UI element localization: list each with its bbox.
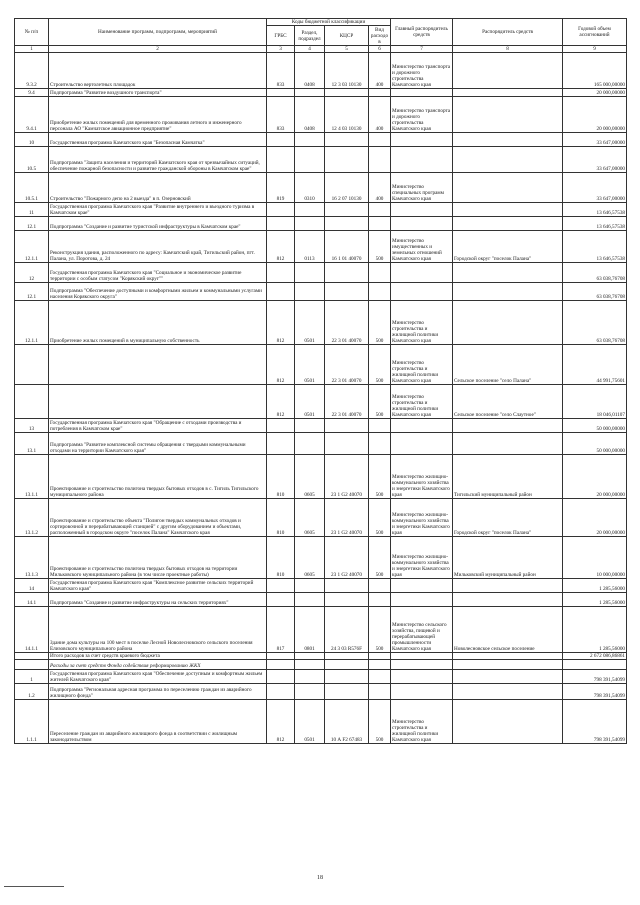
- row-razdel: [295, 684, 325, 700]
- table-body: [15, 53, 627, 744]
- row-number: [15, 653, 49, 660]
- row-recipient: [453, 133, 563, 147]
- header-index: 2: [49, 46, 267, 53]
- row-razdel: 0113: [295, 231, 325, 263]
- row-grbs: [267, 660, 295, 670]
- row-vid: [369, 660, 391, 670]
- row-name: Подпрограмма "Обеспечение доступными и комфортными жильем и коммунальными услугами населения Корякского округа": [49, 283, 267, 301]
- row-razdel: 0605: [295, 455, 325, 499]
- row-grbs: [267, 133, 295, 147]
- row-razdel: [295, 147, 325, 173]
- row-vid: [369, 653, 391, 660]
- row-grbs: 810: [267, 537, 295, 579]
- row-number: 13.1.2: [15, 499, 49, 537]
- row-amount: 165 000,00000: [563, 53, 627, 89]
- row-razdel: 0801: [295, 607, 325, 653]
- row-name: [49, 385, 267, 419]
- row-razdel: [295, 670, 325, 684]
- row-recipient: [453, 579, 563, 593]
- row-number: 13.1.3: [15, 537, 49, 579]
- row-number: 13.1: [15, 433, 49, 455]
- row-name: Приобретение жилых помещений в муниципальную собственность: [49, 301, 267, 345]
- row-number: 10.5.1: [15, 173, 49, 203]
- row-vid: [369, 684, 391, 700]
- row-recipient: [453, 419, 563, 433]
- row-amount: 50 000,00000: [563, 419, 627, 433]
- row-number: [15, 660, 49, 670]
- row-main-manager: Министерство строительства и жилищной политики Камчатского края: [391, 301, 453, 345]
- row-name: Проектирование и строительство полигона твердых бытовых отходов в с. Тигиль Тигильского муниципального района: [49, 455, 267, 499]
- row-amount: 20 000,00000: [563, 499, 627, 537]
- row-recipient: [453, 684, 563, 700]
- row-main-manager: [391, 419, 453, 433]
- row-number: 1.2: [15, 684, 49, 700]
- header-index: 4: [295, 46, 325, 53]
- row-recipient: [453, 263, 563, 283]
- row-vid: [369, 283, 391, 301]
- row-name: Государственная программа Камчатского края "Социальное и экономическое развитие территории с особым статусом "Корякский округ"": [49, 263, 267, 283]
- row-grbs: [267, 433, 295, 455]
- table-row: [15, 684, 627, 700]
- row-vid: 500: [369, 455, 391, 499]
- table-row: [15, 203, 627, 217]
- row-recipient: Сельское поселение "село Слаутное": [453, 385, 563, 419]
- row-name: Проектирование и строительство объекта "Полигон твердых коммунальных отходов и сортировочной и перерабатывающей станцией" с другим оборудованием и объектами, расположенный в городском округе "поселок Палана" Камчатского края: [49, 499, 267, 537]
- row-amount: 13 646,57538: [563, 217, 627, 231]
- row-name: Приобретение жилых помещений для временного проживания летного и инженерного персонала АО "Камчатское авиационное предприятие": [49, 97, 267, 133]
- row-grbs: 812: [267, 301, 295, 345]
- row-name: Здание дома культуры на 100 мест в поселке Лесной Новолесновского сельского поселения Елизовского муниципального района: [49, 607, 267, 653]
- row-number: 12.1: [15, 283, 49, 301]
- row-name: Строительство "Пожарного депо на 2 выезда" в п. Озерновский: [49, 173, 267, 203]
- row-ksr: [325, 89, 369, 97]
- row-main-manager: [391, 684, 453, 700]
- row-grbs: 810: [267, 499, 295, 537]
- table-row: [15, 231, 627, 263]
- row-grbs: 833: [267, 53, 295, 89]
- table-row: [15, 147, 627, 173]
- row-name: Реконструкция здания, расположенного по адресу: Камчатский край, Тигильский район, пгт. Палана, ул. Поротова, д. 24: [49, 231, 267, 263]
- row-number: 13: [15, 419, 49, 433]
- row-number: 14.1: [15, 593, 49, 607]
- row-amount: 10 000,00000: [563, 537, 627, 579]
- row-ksr: 22 3 01 40070: [325, 345, 369, 385]
- table-row: [15, 455, 627, 499]
- row-name: Проектирование и строительство полигона твердых бытовых отходов на территории Мильковского муниципального района (в том числе проектные работы): [49, 537, 267, 579]
- header-main: Главный распорядитель средств: [391, 19, 453, 46]
- row-vid: 500: [369, 385, 391, 419]
- row-ksr: [325, 217, 369, 231]
- row-grbs: [267, 263, 295, 283]
- page-number: 18: [317, 875, 323, 881]
- row-amount: 2 672 086,86861: [563, 653, 627, 660]
- row-amount: 33 647,00000: [563, 133, 627, 147]
- row-number: 1.1.1: [15, 700, 49, 744]
- row-number: 12.1: [15, 217, 49, 231]
- row-razdel: 0605: [295, 499, 325, 537]
- row-number: 12.1.1: [15, 231, 49, 263]
- row-razdel: [295, 89, 325, 97]
- row-main-manager: [391, 133, 453, 147]
- row-amount: 798 391,54099: [563, 670, 627, 684]
- table-row: [15, 301, 627, 345]
- row-razdel: 0605: [295, 537, 325, 579]
- row-ksr: [325, 684, 369, 700]
- row-main-manager: [391, 593, 453, 607]
- row-main-manager: Министерство транспорта и дорожного строительства Камчатского края: [391, 53, 453, 89]
- row-amount: 1 285,56000: [563, 593, 627, 607]
- row-vid: [369, 263, 391, 283]
- row-razdel: 0501: [295, 301, 325, 345]
- row-number: 10.5: [15, 147, 49, 173]
- table-row: [15, 653, 627, 660]
- row-grbs: 812: [267, 385, 295, 419]
- row-recipient: Городской округ "поселок Палана": [453, 499, 563, 537]
- row-amount: 1 285,56000: [563, 579, 627, 593]
- row-name: Государственная программа Камчатского края "Обеспечение доступным и комфортным жильем жителей Камчатского края": [49, 670, 267, 684]
- row-amount: 13 646,57538: [563, 203, 627, 217]
- row-name: Подпрограмма "Развитие воздушного транспорта": [49, 89, 267, 97]
- row-ksr: 23 1 G2 40070: [325, 499, 369, 537]
- table-row: [15, 499, 627, 537]
- row-razdel: 0501: [295, 700, 325, 744]
- row-main-manager: [391, 653, 453, 660]
- table-row: [15, 607, 627, 653]
- row-razdel: 0310: [295, 173, 325, 203]
- row-razdel: [295, 579, 325, 593]
- row-amount: 33 647,00000: [563, 147, 627, 173]
- row-recipient: [453, 670, 563, 684]
- row-main-manager: Министерство жилищно-коммунального хозяйства и энергетики Камчатского края: [391, 537, 453, 579]
- row-ksr: 22 3 01 40070: [325, 385, 369, 419]
- row-number: [15, 345, 49, 385]
- row-amount: 13 646,57538: [563, 231, 627, 263]
- table-row: [15, 433, 627, 455]
- row-number: 9.4: [15, 89, 49, 97]
- footer-rule: [4, 886, 64, 887]
- row-razdel: [295, 203, 325, 217]
- row-ksr: [325, 593, 369, 607]
- row-main-manager: [391, 433, 453, 455]
- row-grbs: 812: [267, 345, 295, 385]
- row-grbs: 810: [267, 455, 295, 499]
- row-name: Подпрограмма "Создание и развитие инфраструктуры на сельских территориях": [49, 593, 267, 607]
- header-grbs: ГРБС: [267, 26, 295, 46]
- table-row: [15, 700, 627, 744]
- row-amount: 63 038,76708: [563, 301, 627, 345]
- row-amount: [563, 660, 627, 670]
- row-grbs: [267, 419, 295, 433]
- row-name: Переселение граждан из аварийного жилищного фонда в соответствии с жилищным законодательством: [49, 700, 267, 744]
- row-recipient: Сельское поселение "село Палана": [453, 345, 563, 385]
- row-ksr: 23 1 G2 40070: [325, 455, 369, 499]
- row-vid: [369, 217, 391, 231]
- row-vid: 500: [369, 700, 391, 744]
- table-header: [15, 19, 627, 53]
- row-recipient: Тигильский муниципальный район: [453, 455, 563, 499]
- row-name: Итого расходов за счет средств краевого бюджета: [49, 653, 267, 660]
- row-razdel: 0408: [295, 97, 325, 133]
- row-number: 14.1.1: [15, 607, 49, 653]
- row-recipient: [453, 97, 563, 133]
- table-row: [15, 660, 627, 670]
- row-main-manager: [391, 263, 453, 283]
- row-razdel: [295, 263, 325, 283]
- row-razdel: [295, 419, 325, 433]
- row-amount: 50 000,00000: [563, 433, 627, 455]
- row-recipient: [453, 147, 563, 173]
- row-main-manager: Министерство строительства и жилищной политики Камчатского края: [391, 700, 453, 744]
- row-vid: 400: [369, 53, 391, 89]
- header-index: 6: [369, 46, 391, 53]
- row-recipient: [453, 433, 563, 455]
- row-grbs: [267, 653, 295, 660]
- row-main-manager: [391, 660, 453, 670]
- row-main-manager: Министерство жилищно-коммунального хозяйства и энергетики Камчатского края: [391, 455, 453, 499]
- row-name: Подпрограмма "Развитие комплексной системы обращения с твердыми коммунальными отходами на территории Камчатского края": [49, 433, 267, 455]
- row-ksr: [325, 579, 369, 593]
- row-number: 11: [15, 203, 49, 217]
- row-vid: [369, 433, 391, 455]
- row-razdel: [295, 133, 325, 147]
- row-amount: 1 285,56000: [563, 607, 627, 653]
- row-ksr: [325, 147, 369, 173]
- header-razdel: Раздел, подраздел: [295, 26, 325, 46]
- row-amount: 63 038,76708: [563, 283, 627, 301]
- row-amount: 18 046,01107: [563, 385, 627, 419]
- row-number: 12: [15, 263, 49, 283]
- row-vid: [369, 419, 391, 433]
- row-grbs: [267, 147, 295, 173]
- row-main-manager: Министерство транспорта и дорожного строительства Камчатского края: [391, 97, 453, 133]
- row-recipient: [453, 700, 563, 744]
- budget-table-page: [14, 18, 626, 890]
- header-index: 8: [453, 46, 563, 53]
- row-main-manager: Министерство строительства и жилищной политики Камчатского края: [391, 345, 453, 385]
- row-number: 12.1.1: [15, 301, 49, 345]
- row-amount: 798 391,54099: [563, 700, 627, 744]
- row-ksr: [325, 670, 369, 684]
- row-ksr: 16 2 07 10130: [325, 173, 369, 203]
- row-vid: [369, 203, 391, 217]
- row-ksr: [325, 263, 369, 283]
- row-main-manager: [391, 217, 453, 231]
- row-vid: 500: [369, 499, 391, 537]
- row-grbs: [267, 283, 295, 301]
- row-ksr: 10 А F2 67483: [325, 700, 369, 744]
- row-ksr: [325, 433, 369, 455]
- table-row: [15, 385, 627, 419]
- table-row: [15, 217, 627, 231]
- header-num: № п/п: [15, 19, 49, 46]
- row-name: Расходы за счет средств Фонда содействия реформированию ЖКХ: [49, 660, 267, 670]
- row-main-manager: [391, 670, 453, 684]
- row-razdel: [295, 283, 325, 301]
- table-row: [15, 97, 627, 133]
- row-main-manager: [391, 579, 453, 593]
- row-vid: [369, 89, 391, 97]
- header-codes-group: Коды бюджетной классификации: [267, 19, 391, 26]
- row-ksr: [325, 203, 369, 217]
- header-vid: Вид расходов: [369, 26, 391, 46]
- row-ksr: 23 1 G2 40070: [325, 537, 369, 579]
- row-grbs: 833: [267, 97, 295, 133]
- table-row: [15, 263, 627, 283]
- row-grbs: [267, 89, 295, 97]
- table-row: [15, 419, 627, 433]
- row-amount: 44 991,75601: [563, 345, 627, 385]
- row-main-manager: Министерство жилищно-коммунального хозяйства и энергетики Камчатского края: [391, 499, 453, 537]
- row-main-manager: Министерство специальных программ Камчатского края: [391, 173, 453, 203]
- row-vid: 400: [369, 173, 391, 203]
- row-vid: 400: [369, 97, 391, 133]
- row-recipient: Городской округ "поселок Палана": [453, 231, 563, 263]
- row-grbs: [267, 217, 295, 231]
- budget-table: [14, 18, 627, 744]
- row-main-manager: [391, 89, 453, 97]
- row-number: 9.3.2: [15, 53, 49, 89]
- row-vid: 500: [369, 301, 391, 345]
- row-ksr: [325, 660, 369, 670]
- row-recipient: [453, 660, 563, 670]
- row-grbs: [267, 203, 295, 217]
- row-grbs: [267, 670, 295, 684]
- row-recipient: [453, 89, 563, 97]
- row-name: [49, 345, 267, 385]
- table-row: [15, 593, 627, 607]
- row-vid: [369, 147, 391, 173]
- table-row: [15, 579, 627, 593]
- row-vid: [369, 133, 391, 147]
- row-name: Государственная программа Камчатского края "Комплексное развитие сельских территорий Камчатского края": [49, 579, 267, 593]
- row-name: Подпрограмма "Защита населения и территорий Камчатского края от чрезвычайных ситуаций, обеспечение пожарной безопасности и развитие гражданской обороны в Камчатском крае": [49, 147, 267, 173]
- header-index: 9: [563, 46, 627, 53]
- row-vid: 500: [369, 345, 391, 385]
- header-index: 1: [15, 46, 49, 53]
- row-recipient: [453, 283, 563, 301]
- row-grbs: [267, 593, 295, 607]
- row-recipient: [453, 301, 563, 345]
- table-row: [15, 173, 627, 203]
- row-number: 10: [15, 133, 49, 147]
- header-name: Наименование программ, подпрограмм, мероприятий: [49, 19, 267, 46]
- row-grbs: 812: [267, 700, 295, 744]
- row-number: 1: [15, 670, 49, 684]
- row-ksr: [325, 419, 369, 433]
- row-amount: 20 000,00000: [563, 97, 627, 133]
- row-razdel: [295, 217, 325, 231]
- row-main-manager: [391, 203, 453, 217]
- row-grbs: 819: [267, 173, 295, 203]
- row-recipient: Мильковский муниципальный район: [453, 537, 563, 579]
- header-recipient: Распорядитель средств: [453, 19, 563, 46]
- table-row: [15, 53, 627, 89]
- row-recipient: [453, 653, 563, 660]
- row-grbs: [267, 684, 295, 700]
- header-amount: Годовой объем ассигнований: [563, 19, 627, 46]
- row-razdel: 0501: [295, 385, 325, 419]
- row-recipient: [453, 173, 563, 203]
- row-name: Строительство вертолетных площадок: [49, 53, 267, 89]
- row-number: 14: [15, 579, 49, 593]
- table-row: [15, 283, 627, 301]
- row-razdel: [295, 593, 325, 607]
- row-ksr: 12 4 03 10130: [325, 97, 369, 133]
- row-vid: 500: [369, 607, 391, 653]
- row-razdel: [295, 653, 325, 660]
- row-recipient: [453, 593, 563, 607]
- row-amount: 63 038,76708: [563, 263, 627, 283]
- row-amount: 20 000,00000: [563, 89, 627, 97]
- row-razdel: [295, 433, 325, 455]
- row-vid: [369, 670, 391, 684]
- row-razdel: 0408: [295, 53, 325, 89]
- row-razdel: [295, 660, 325, 670]
- row-ksr: [325, 283, 369, 301]
- header-index: 3: [267, 46, 295, 53]
- row-name: Подпрограмма "Создание и развитие туристской инфраструктуры в Камчатском крае": [49, 217, 267, 231]
- row-recipient: [453, 53, 563, 89]
- row-recipient: [453, 203, 563, 217]
- row-name: Государственная программа Камчатского края "Развитие внутреннего и въездного туризма в Камчатском крае": [49, 203, 267, 217]
- row-grbs: 812: [267, 231, 295, 263]
- row-ksr: 22 3 01 40070: [325, 301, 369, 345]
- header-index: 7: [391, 46, 453, 53]
- row-main-manager: [391, 147, 453, 173]
- table-row: [15, 670, 627, 684]
- row-ksr: 12 3 03 10130: [325, 53, 369, 89]
- row-main-manager: Министерство сельского хозяйства, пищевой и перерабатывающей промышленности Камчатского края: [391, 607, 453, 653]
- row-main-manager: [391, 283, 453, 301]
- row-recipient: [453, 217, 563, 231]
- row-vid: [369, 593, 391, 607]
- header-ksr: КЦСР: [325, 26, 369, 46]
- row-ksr: [325, 653, 369, 660]
- table-row: [15, 133, 627, 147]
- row-name: Государственная программа Камчатского края "Безопасная Камчатка": [49, 133, 267, 147]
- row-vid: 500: [369, 537, 391, 579]
- row-vid: [369, 579, 391, 593]
- table-row: [15, 89, 627, 97]
- row-recipient: Новолесновское сельское поселение: [453, 607, 563, 653]
- row-grbs: [267, 579, 295, 593]
- row-main-manager: Министерство строительства и жилищной политики Камчатского края: [391, 385, 453, 419]
- row-number: 9.4.1: [15, 97, 49, 133]
- row-name: Подпрограмма "Региональная адресная программа по переселению граждан из аварийного жилищного фонда": [49, 684, 267, 700]
- row-number: 13.1.1: [15, 455, 49, 499]
- row-amount: 798 391,54099: [563, 684, 627, 700]
- row-ksr: [325, 133, 369, 147]
- header-index: 5: [325, 46, 369, 53]
- row-grbs: 817: [267, 607, 295, 653]
- row-name: Государственная программа Камчатского края "Обращение с отходами производства и потребления в Камчатском крае": [49, 419, 267, 433]
- header-index-row: [15, 46, 627, 53]
- row-razdel: 0501: [295, 345, 325, 385]
- row-amount: 33 647,00000: [563, 173, 627, 203]
- row-number: [15, 385, 49, 419]
- row-ksr: 24 3 03 R576F: [325, 607, 369, 653]
- row-vid: 500: [369, 231, 391, 263]
- table-row: [15, 345, 627, 385]
- row-amount: 20 000,00000: [563, 455, 627, 499]
- row-main-manager: Министерство имущественных и земельных отношений Камчатского края: [391, 231, 453, 263]
- table-row: [15, 537, 627, 579]
- row-ksr: 16 1 01 40070: [325, 231, 369, 263]
